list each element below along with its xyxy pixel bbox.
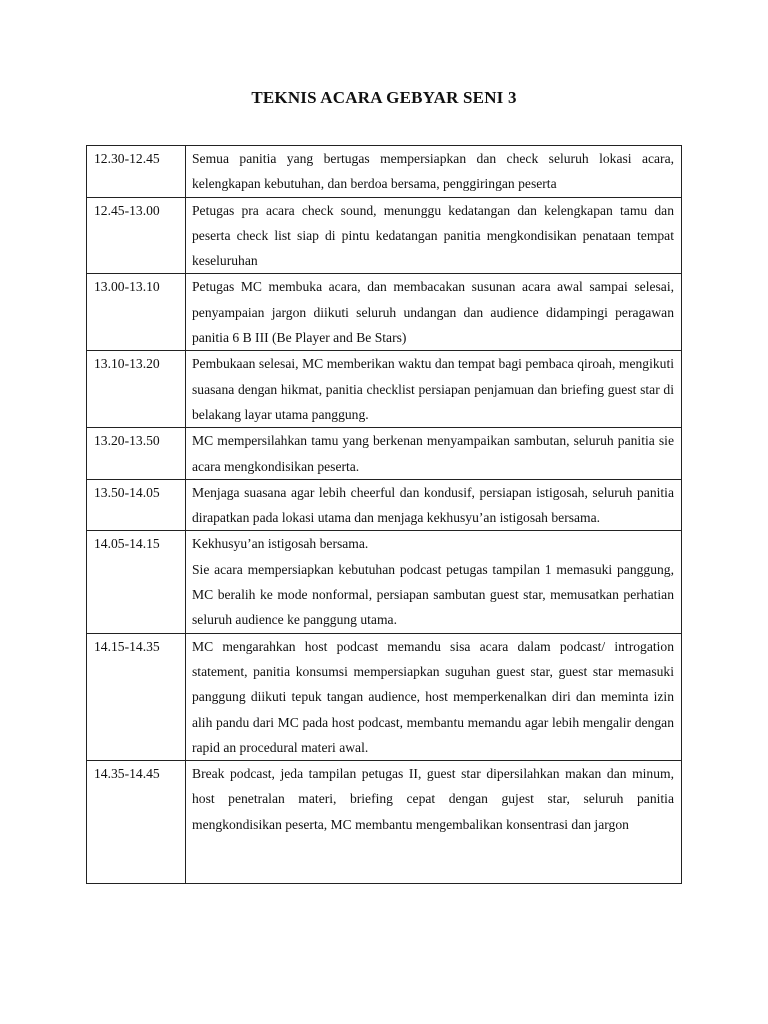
table-row bbox=[87, 197, 682, 274]
description-cell bbox=[186, 274, 682, 351]
time-cell: 13.20-13.50 bbox=[87, 428, 186, 480]
page-title: TEKNIS ACARA GEBYAR SENI 3 bbox=[251, 88, 517, 107]
table-row bbox=[87, 351, 682, 428]
time-cell: 13.10-13.20 bbox=[87, 351, 186, 428]
table-row bbox=[87, 633, 682, 760]
table-row bbox=[87, 479, 682, 531]
description-text: MC mengarahkan host podcast memandu sisa acara dalam podcast/ introgation statement, panitia konsumsi mempersiapkan suguhan guest star, guest star memasuki panggung diikuti tepuk tangan audience, host memperkenalkan diri dan meminta izin alih pandu dari MC pada host podcast, membantu memandu agar lebih mengalir dengan rapid an procedural materi awal. bbox=[192, 638, 674, 755]
description-cell bbox=[186, 761, 682, 884]
description-text: Petugas MC membuka acara, dan membacakan susunan acara awal sampai selesai, penyampaian jargon diikuti seluruh undangan dan audience didampingi peragawan panitia 6 B III (Be Player and Be Stars) bbox=[192, 279, 674, 346]
description-text: Sie acara mempersiapkan kebutuhan podcast petugas tampilan 1 memasuki panggung, MC beralih ke mode nonformal, persiapan sambutan guest star, memusatkan perhatian seluruh audience ke panggung utama. bbox=[192, 561, 674, 628]
description-text: Semua panitia yang bertugas mempersiapkan dan check seluruh lokasi acara, kelengkapan kebutuhan, dan berdoa bersama, penggiringan peserta bbox=[192, 151, 674, 192]
table-row bbox=[87, 146, 682, 198]
time-cell: 12.30-12.45 bbox=[87, 146, 186, 198]
description-text: MC mempersilahkan tamu yang berkenan menyampaikan sambutan, seluruh panitia sie acara mengkondisikan peserta. bbox=[192, 433, 674, 474]
table-row bbox=[87, 531, 682, 633]
table-row bbox=[87, 274, 682, 351]
time-cell: 13.00-13.10 bbox=[87, 274, 186, 351]
time-cell: 14.05-14.15 bbox=[87, 531, 186, 633]
description-text: Menjaga suasana agar lebih cheerful dan kondusif, persiapan istigosah, seluruh panitia dirapatkan pada lokasi utama dan menjaga kekhusyu’an istigosah bersama. bbox=[192, 484, 674, 526]
description-cell bbox=[186, 479, 682, 531]
time-cell: 14.15-14.35 bbox=[87, 633, 186, 760]
description-cell bbox=[186, 197, 682, 274]
time-cell: 12.45-13.00 bbox=[87, 197, 186, 274]
description-text: Petugas pra acara check sound, menunggu kedatangan dan kelengkapan tamu dan peserta check list siap di pintu kedatangan panitia mengkondisikan penataan tempat keseluruhan bbox=[192, 202, 674, 269]
description-cell bbox=[186, 531, 682, 633]
description-cell bbox=[186, 351, 682, 428]
description-cell bbox=[186, 633, 682, 760]
description-cell bbox=[186, 428, 682, 480]
description-text: Pembukaan selesai, MC memberikan waktu dan tempat bagi pembaca qiroah, mengikuti suasana dengan hikmat, panitia checklist persiapan penjamuan dan briefing guest star di belakang layar utama panggung. bbox=[192, 356, 674, 422]
description-text: Break podcast, jeda tampilan petugas II, guest star dipersilahkan makan dan minum, host penetralan materi, briefing cepat dengan gujest star, seluruh panitia mengkondisikan peserta, MC membantu mengembalikan konsentrasi dan jargon bbox=[192, 766, 674, 832]
table-row bbox=[87, 761, 682, 884]
description-cell bbox=[186, 146, 682, 198]
description-text: Kekhusyu’an istigosah bersama. bbox=[192, 536, 369, 552]
time-cell: 13.50-14.05 bbox=[87, 479, 186, 531]
time-cell: 14.35-14.45 bbox=[87, 761, 186, 884]
table-row bbox=[87, 428, 682, 480]
schedule-table bbox=[86, 145, 682, 884]
